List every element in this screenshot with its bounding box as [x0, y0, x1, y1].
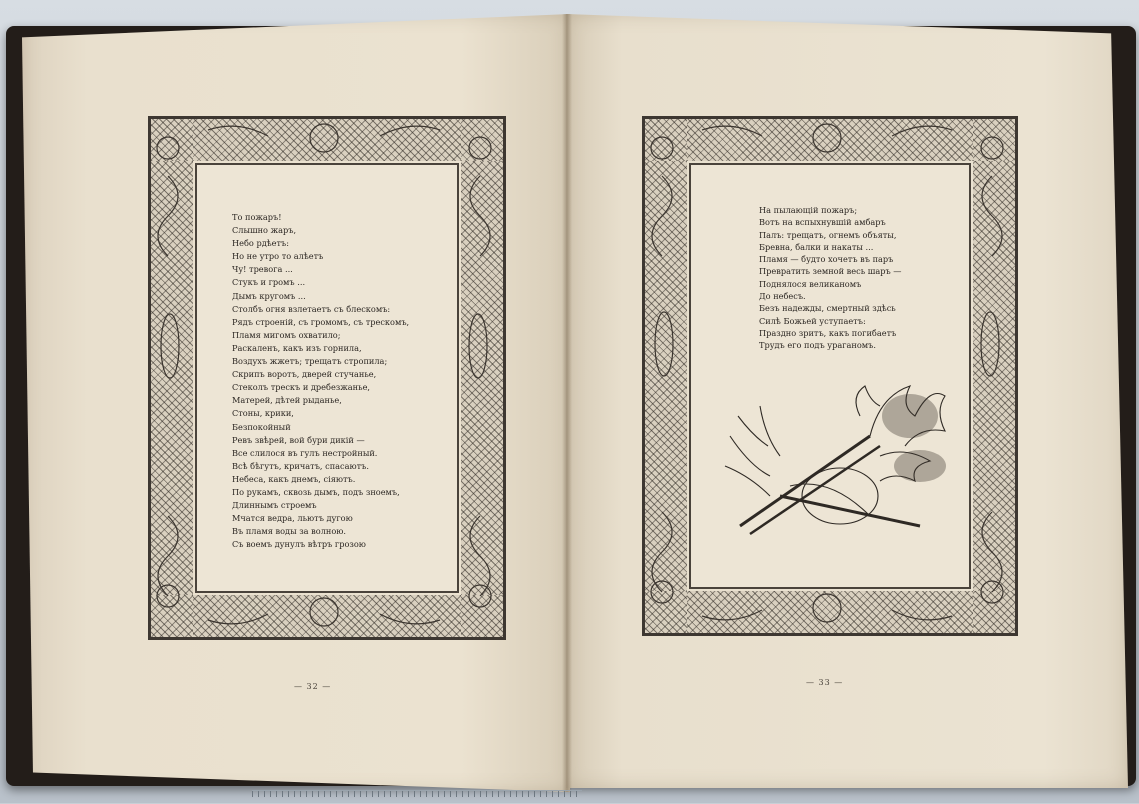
poem-line: Стоны, крики, — [232, 408, 294, 419]
poem-line: Всѣ бѣгутъ, кричатъ, спасаютъ. — [232, 460, 369, 471]
poem-line: По рукамъ, сквозь дымъ, подъ зноемъ, — [232, 486, 400, 497]
poem-line: Столбъ огня взлетаетъ съ блескомъ: — [232, 303, 391, 314]
page-number-left: — 32 — — [294, 682, 332, 691]
poem-line: Слышно жаръ, — [232, 225, 297, 236]
poem-line: На пылающій пожаръ; — [759, 205, 858, 215]
poem-left — [232, 211, 409, 551]
poem-line: Длиннымъ строемъ — [232, 500, 317, 511]
poem-line: Матерей, дѣтей рыданье, — [232, 395, 342, 406]
poem-line: Стеколъ трескъ и дребезжанье, — [232, 382, 371, 393]
poem-line: До небесъ. — [759, 291, 806, 302]
poem-line: Ревъ звѣрей, вой бури дикій — — [232, 434, 365, 445]
poem-line: То пожаръ! — [232, 212, 282, 222]
poem-line: Пламя мигомъ охватило; — [232, 329, 341, 340]
poem-line: Но не утро то алѣетъ — [232, 251, 324, 262]
poem-line: Въ пламя воды за волною. — [232, 526, 347, 537]
page-number-right: — 33 — — [806, 678, 844, 687]
book-gutter — [562, 14, 572, 792]
poem-line: Рядъ строеній, съ громомъ, съ трескомъ, — [232, 316, 410, 327]
poem-line: Воздухъ жжетъ; трещатъ стропила; — [232, 356, 388, 367]
poem-line: Скрипъ воротъ, дверей стучанье, — [232, 369, 377, 380]
poem-line: Раскаленъ, какъ изъ горнила, — [232, 342, 362, 353]
ornamental-frame-icon — [642, 116, 1012, 630]
poem-line: Превратить земной весь шаръ — — [759, 266, 902, 277]
poem-line: Все слилося въ гулъ нестройный. — [232, 447, 378, 458]
poem-line: Праздно зритъ, какъ погибаетъ — [759, 327, 897, 338]
poem-line: Трудъ его подъ ураганомъ. — [759, 340, 876, 351]
poem-line: Безпокойный — [232, 421, 291, 432]
ruler — [252, 790, 582, 804]
poem-line: Бревна, балки и накаты ... — [759, 241, 874, 252]
poem-line: Съ воемъ дунулъ вѣтръ грозою — [232, 539, 366, 550]
fire-vignette-illustration — [720, 376, 956, 546]
poem-line: Поднялося великаномъ — [759, 278, 862, 289]
poem-line: Небеса, какъ днемъ, сіяютъ. — [232, 473, 356, 484]
poem-line: Чу! тревога ... — [232, 264, 293, 275]
poem-line: Стукъ и громъ ... — [232, 277, 306, 288]
poem-line: Мчатся ведра, льютъ дугою — [232, 513, 353, 524]
poem-right — [759, 204, 902, 352]
poem-line: Дымъ кругомъ ... — [232, 290, 306, 301]
poem-line: Силѣ Божьей уступаетъ: — [759, 315, 866, 326]
poem-line: Пламя — будто хочетъ въ паръ — [759, 254, 894, 265]
poem-line: Небо рдѣетъ: — [232, 238, 290, 249]
poem-line: Безъ надежды, смертный здѣсь — [759, 303, 896, 314]
poem-line: Вотъ на вспыхнувшій амбаръ — [759, 217, 886, 228]
poem-line: Палъ: трещатъ, огнемъ объяты, — [759, 229, 897, 240]
